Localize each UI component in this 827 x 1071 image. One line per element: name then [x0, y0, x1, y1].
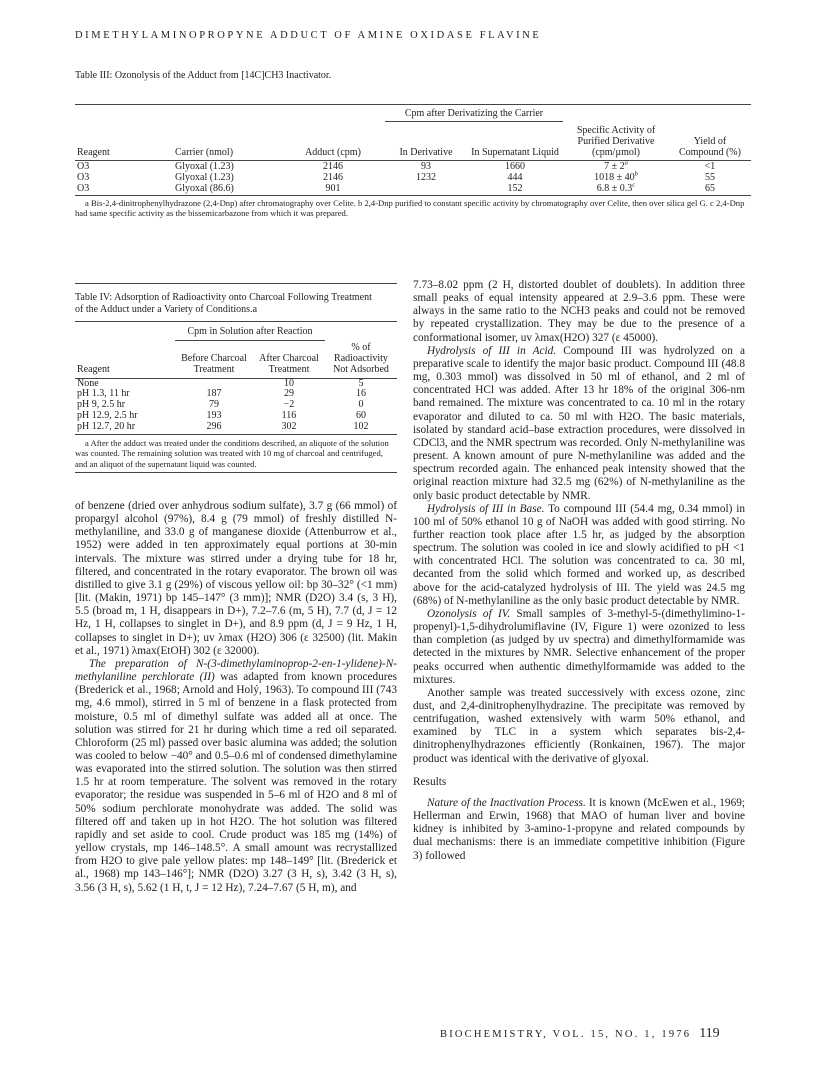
right-paragraph-4 [413, 608, 745, 687]
cell-adduct: 2146 [323, 171, 343, 183]
cell-before: 296 [206, 420, 222, 432]
col-header-specific-activity: Specific Activity of Purified Derivative (cpm/µmol) [576, 124, 656, 158]
cell-carrier: Glyoxal (1.23) [175, 160, 234, 172]
col-header-yield: Yield of Compound (%) [679, 135, 741, 158]
footnote-marker: c [632, 181, 636, 189]
right-paragraph-5: Another sample was treated successively with excess ozone, zinc dust, and 2,4-dinitrophenylhydrazine. The precipitate was removed by centrifugation, washed extensively with warm 50% ethanol, and examined by TLC in a system which separates bis-2,4-dinitrophenylhydrazones efficiently (Ronkainen, 1967). The major product was identical with the derivative of glyoxal. [413, 686, 745, 765]
running-head: DIMETHYLAMINOPROPYNE ADDUCT OF AMINE OXIDASE FLAVINE [75, 30, 542, 41]
cell-yield: 55 [705, 171, 715, 183]
right-paragraph-3-title: Hydrolysis of III in Base. [427, 502, 545, 515]
specific-activity-value: 1018 ± 40 [594, 171, 635, 183]
cell-reagent: pH 9, 2.5 hr [77, 399, 126, 411]
cell-reagent: O3 [77, 160, 90, 172]
col-header-in-derivative: In Derivative [399, 146, 453, 158]
cell-supernatant: 444 [507, 171, 523, 183]
cell-pct: 102 [353, 420, 369, 432]
left-column [75, 500, 397, 895]
left-paragraph-2-title: The preparation of N-(3-dimethylaminoprop-2-en-1-ylidene)-N-methylaniline perchlorate (II) [75, 657, 397, 684]
cell-after: 29 [284, 388, 294, 400]
table-iv-group-header: Cpm in Solution after Reaction [175, 322, 325, 340]
journal-citation: BIOCHEMISTRY, VOL. 15, NO. 1, 1976 [440, 1029, 692, 1040]
cell-pct: 60 [356, 410, 366, 422]
right-paragraph-3 [413, 503, 745, 608]
table-row [75, 422, 397, 433]
cell-in-derivative: 1232 [416, 171, 436, 183]
cell-adduct: 901 [325, 182, 341, 194]
t4-col-header-before: Before Charcoal Treatment [181, 353, 247, 375]
cell-after: 302 [281, 420, 297, 432]
right-paragraph-6-title: Nature of the Inactivation Process. [427, 796, 586, 809]
cell-after: 116 [281, 410, 297, 422]
right-paragraph-2 [413, 345, 745, 503]
cell-pct: 16 [356, 388, 366, 400]
page-footer [440, 1026, 720, 1042]
table-iv-caption: Table IV: Adsorption of Radioactivity onto Charcoal Following Treatment of the Adduct under a Variety of Conditions.a [75, 292, 372, 315]
left-paragraph-2-text: was adapted from known procedures (Brederick et al., 1968; Arnold and Holý, 1963). To compound III (743 mg, 4.6 mmol), stirred in 5 ml of benzene in a flask protected from moisture, 0.5 ml of dimethyl sulfate was added all at once. The solution was stirred for 21 hr during which time a red oil separated. Chloroform (25 ml) passed over basic alumina was added; the solution was cooled to below −40° and 0.5–0.6 ml of condensed dimethylamine was evaporated into the stirred solution. The solution was then stirred 1.5 hr at room temperature. The solvent was removed in the rotary evaporator; the residue was suspended in 5–6 ml of H2O and 8 ml of 50% sodium perchlorate monohydrate was added. The solid was filtered off and taken up in hot H2O. The hot solution was filtered rapidly and set aside to cool. Crude product was 185 mg (14%) of yellow crystals, mp 146–148.5°. A small amount was recrystallized from H2O to give pale yellow plates: mp 148–149° [lit. (Brederick et al., 1968) mp 143–146°]; NMR (D2O) 3.27 (3 H, s), 3.42 (3 H, s), 3.56 (3 H, s), 5.62 (1 H, t, J = 12 Hz), 7.24–7.67 (5 H, m), and [75, 671, 397, 894]
cell-pct: 5 [358, 377, 364, 389]
cell-reagent: O3 [77, 182, 90, 194]
cell-reagent: O3 [77, 171, 90, 183]
cell-specific-activity [563, 183, 669, 194]
page-number: 119 [699, 1026, 720, 1041]
table-row [75, 160, 751, 172]
table-iv [75, 283, 397, 473]
table-iii [75, 70, 751, 219]
table-row [75, 172, 751, 183]
right-paragraph-4-title: Ozonolysis of IV. [427, 607, 511, 620]
cell-adduct: 2146 [323, 160, 343, 172]
results-heading: Results [413, 775, 447, 788]
cell-specific-activity [563, 172, 669, 183]
right-paragraph-6-text: It is known (McEwen et al., 1969; Hellerman and Erwin, 1968) that MAO of human liver and bovine kidney is inhibited by 3-amino-1-propyne and related compounds by dual mechanisms: there is an immediate competitive inhibition (Figure 3) followed [413, 796, 746, 862]
cell-before: 79 [209, 399, 219, 411]
table-iv-grid [75, 322, 397, 433]
col-header-carrier: Carrier (nmol) [175, 146, 234, 158]
cell-reagent: pH 12.9, 2.5 hr [77, 410, 138, 422]
cell-before: 187 [206, 388, 222, 400]
cell-after: 10 [284, 377, 294, 389]
cell-pct: 0 [358, 399, 364, 411]
table-iii-footnote: a Bis-2,4-dinitrophenylhydrazone (2,4-Dnp) after chromatography over Celite. b 2,4-Dnp purified to constant specific activity by chromatography over Celite, then over silica gel G. c 2,4-Dnp had same specific activity as the bissemicarbazone from which it was prepared. [75, 197, 745, 218]
cell-reagent: None [77, 377, 99, 389]
specific-activity-value: 6.8 ± 0.3 [596, 182, 633, 194]
cell-carrier: Glyoxal (86.6) [175, 182, 234, 194]
cell-supernatant: 152 [507, 182, 523, 194]
col-header-supernatant: In Supernatant Liquid [471, 146, 559, 158]
cell-in-derivative [385, 183, 467, 194]
cell-reagent: pH 1.3, 11 hr [77, 388, 130, 400]
table-row [75, 183, 751, 194]
cell-carrier: Glyoxal (1.23) [175, 171, 234, 183]
cell-before: 193 [206, 410, 222, 422]
cell-supernatant: 1660 [505, 160, 525, 172]
specific-activity-value: 7 ± 2 [604, 160, 625, 172]
cell-reagent: pH 12.7, 20 hr [77, 420, 136, 432]
footnote-marker: b [634, 170, 638, 178]
right-column [413, 279, 745, 863]
cell-yield: <1 [704, 160, 716, 172]
col-header-adduct: Adduct (cpm) [305, 146, 361, 158]
cell-yield: 65 [705, 182, 715, 194]
t4-col-header-reagent: Reagent [77, 363, 110, 375]
cell-specific-activity [563, 160, 669, 172]
right-paragraph-2-text: Compound III was hydrolyzed on a preparative scale to identify the major basic product. Compound III (48.8 mg, 0.303 mmol) was dissolved in 50 ml of ethanol, and 2 ml of concentrated HCl was added. After 13 hr 18% of the original 306-nm band remained. The mixture was concentrated to ca. 10 ml in the rotary evaporator and diluted to ca. 50 ml with H2O. The basic materials, isolated by standard acid–base extraction procedures, were dissolved in CDCl3, and the NMR spectrum was recorded. Only N-methylaniline was present. A known amount of pure N-methylaniline was added and the spectrum recorded again. The enhanced peak intensity showed that the original reaction mixture had 32.5 mg (62%) of N-methylaniline as the only basic product detectable by NMR. [413, 344, 745, 502]
t4-col-header-pct: % of Radioactivity Not Adsorbed [333, 342, 389, 375]
right-paragraph-2-title: Hydrolysis of III in Acid. [427, 344, 557, 357]
table-iv-footnote: a After the adduct was treated under the conditions described, an aliquote of the solution was counted. The remaining solution was treated with 10 mg of charcoal and centrifuged, and an aliquot of the supernatant liquid was counted. [75, 437, 389, 469]
t4-col-header-after: After Charcoal Treatment [259, 353, 319, 375]
left-paragraph-1: of benzene (dried over anhydrous sodium sulfate), 3.7 g (66 mmol) of propargyl alcohol (97%), 8.4 g (79 mmol) of freshly distilled N-methylaniline, and 33.0 g of manganese dioxide (Attenburrow et al., 1952) were added in ten approximately equal portions at 30-min intervals. The mixture was stirred under a drying tube for 18 hr, filtered, and concentrated in the rotary evaporator. The brown oil was distilled to give 3.1 g (29%) of viscous yellow oil: bp 30–32° (<1 mm) [lit. (Makin, 1971) bp 145–147° (3 mm)]; NMR (D2O) 3.4 (s, 3 H), 5.5 (broad m, 1 H, disappears in D+), 7.2–7.6 (m, 5 H), 7.7 (d, J = 12 Hz, 1 H, collapses to singlet in D+), and 8.9 ppm (d, J = 9 Hz, 1 H, collapses to singlet in D+); uv λmax (H2O) 306 (ε 32500) (lit. Makin et al., 1971) λmax(EtOH) 302 (ε 32000). [75, 500, 397, 657]
footnote-marker: a [624, 159, 628, 167]
right-paragraph-4-text: Small samples of 3-methyl-5-(dimethylimino-1-propenyl)-1,5-dihydrolumiflavine (IV, Figure 1) were ozonized to less than completion (as judged by uv spectra) and dimethylformamide was detected in the mixtures by NMR. Selective enhancement of the proper peaks occurred when authentic dimethylformamide was added to the mixtures. [413, 607, 745, 686]
right-paragraph-6 [413, 797, 745, 863]
col-header-reagent: Reagent [77, 146, 110, 158]
cell-in-derivative: 93 [421, 160, 431, 172]
left-paragraph-2 [75, 658, 397, 895]
cell-after: −2 [283, 399, 295, 411]
table-iii-caption: Table III: Ozonolysis of the Adduct from [14C]CH3 Inactivator. [75, 70, 332, 81]
table-iii-group-header: Cpm after Derivatizing the Carrier [385, 105, 563, 122]
table-iii-grid [75, 105, 751, 194]
right-paragraph-3-text: To compound III (54.4 mg, 0.34 mmol) in 100 ml of 50% ethanol 10 g of NaOH was added with good stirring. No further reaction took place after 1.5 hr, as judged by the absorption spectrum. The solution was cooled in ice and slowly acidified to pH <1 with concentrated HCl. The solution was concentrated to ca. 30 ml, decanted from the solid which formed and worked up, as described above for the acid-catalyzed hydrolysis of III. The yield was 24.5 mg (68%) of N-methylaniline as the only basic product detectable by NMR. [413, 502, 745, 607]
right-paragraph-1: 7.73–8.02 ppm (2 H, distorted doublet of doublets). In addition three small peaks of equal intensity appeared at 2.9–3.6 ppm. These were always in the same ratio to the NCH3 peaks and could not be removed by repeated crystallization. They may be due to the presence of a conformational isomer, uv λmax(H2O) 327 (ε 45000). [413, 279, 745, 344]
